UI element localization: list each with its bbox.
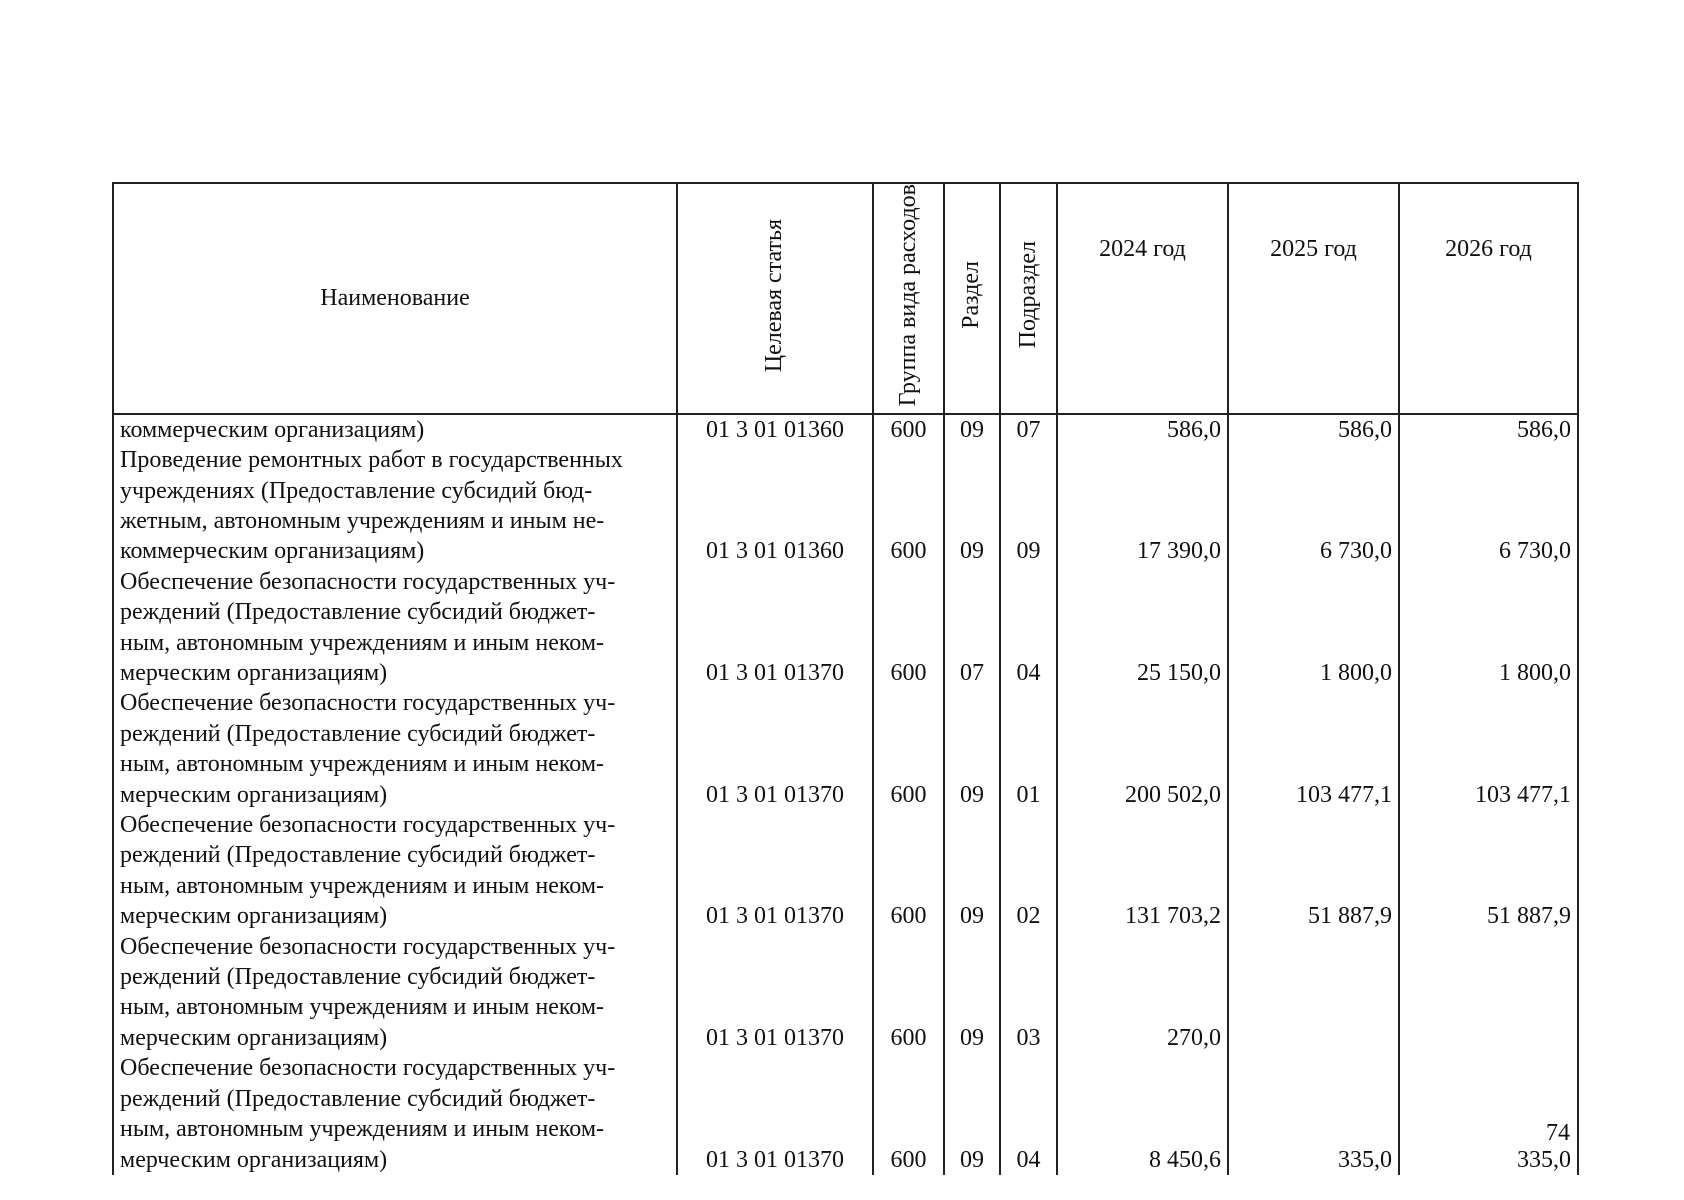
row-name-line: жетным, автономным учреждениям и иным не- — [120, 507, 605, 534]
row-target-article: 01 3 01 01370 — [677, 810, 873, 932]
row-section: 09 — [944, 932, 1000, 1054]
row-name — [113, 810, 677, 932]
budget-table — [112, 182, 1579, 1175]
row-name — [113, 688, 677, 810]
row-value-2026: 6 730,0 — [1399, 445, 1578, 567]
row-name-line: ным, автономным учреждениям и иным неком- — [120, 629, 605, 656]
header-year-2025: 2025 год — [1228, 183, 1399, 414]
row-value-2026: 1 800,0 — [1399, 567, 1578, 689]
row-target-article: 01 3 01 01370 — [677, 1053, 873, 1175]
row-section: 09 — [944, 688, 1000, 810]
row-target-article: 01 3 01 01370 — [677, 567, 873, 689]
header-section: Раздел — [944, 183, 1000, 414]
row-expense-group: 600 — [873, 445, 944, 567]
table-header-row — [113, 183, 1578, 414]
table-row — [113, 932, 1578, 1054]
table-body — [113, 414, 1578, 1175]
row-expense-group: 600 — [873, 1053, 944, 1175]
row-subsection: 09 — [1000, 445, 1057, 567]
row-expense-group: 600 — [873, 567, 944, 689]
table-row — [113, 567, 1578, 689]
row-name-line: реждений (Предоставление субсидий бюджет- — [120, 599, 596, 626]
row-value-2024: 131 703,2 — [1057, 810, 1228, 932]
row-section: 09 — [944, 1053, 1000, 1175]
row-value-2026 — [1399, 932, 1578, 1054]
table-row — [113, 688, 1578, 810]
row-expense-group: 600 — [873, 810, 944, 932]
header-year-2026: 2026 год — [1399, 183, 1578, 414]
table-row — [113, 810, 1578, 932]
row-name-line: мерческим организациям) — [120, 781, 388, 808]
table-row — [113, 445, 1578, 567]
row-value-2025 — [1228, 932, 1399, 1054]
header-target-article: Целевая статья — [677, 183, 873, 414]
row-subsection: 04 — [1000, 567, 1057, 689]
row-name-line: ным, автономным учреждениям и иным неком- — [120, 1116, 605, 1143]
row-section: 09 — [944, 414, 1000, 445]
row-subsection: 03 — [1000, 932, 1057, 1054]
header-subsection: Подраздел — [1000, 183, 1057, 414]
row-value-2024: 25 150,0 — [1057, 567, 1228, 689]
row-name-line: Обеспечение безопасности государственных уч- — [120, 933, 616, 960]
row-name-line: Проведение ремонтных работ в государственных — [120, 447, 623, 474]
table-row — [113, 1053, 1578, 1175]
row-name — [113, 932, 677, 1054]
row-name-line: Обеспечение безопасности государственных уч- — [120, 568, 616, 595]
row-name-line: ным, автономным учреждениям и иным неком- — [120, 751, 605, 778]
row-value-2024: 270,0 — [1057, 932, 1228, 1054]
row-name-line: реждений (Предоставление субсидий бюджет- — [120, 842, 596, 869]
row-value-2025: 586,0 — [1228, 414, 1399, 445]
row-expense-group: 600 — [873, 932, 944, 1054]
row-target-article: 01 3 01 01370 — [677, 688, 873, 810]
row-value-2026: 103 477,1 — [1399, 688, 1578, 810]
row-name-line: Обеспечение безопасности государственных уч- — [120, 812, 616, 839]
row-name-line: учреждениях (Предоставление субсидий бюд- — [120, 477, 593, 504]
row-name-line: реждений (Предоставление субсидий бюджет- — [120, 720, 596, 747]
row-value-2024: 17 390,0 — [1057, 445, 1228, 567]
row-subsection: 01 — [1000, 688, 1057, 810]
page-number: 74 — [1546, 1120, 1570, 1146]
row-name-line: мерческим организациям) — [120, 660, 388, 686]
row-value-2024: 8 450,6 — [1057, 1053, 1228, 1175]
row-target-article: 01 3 01 01360 — [677, 445, 873, 567]
row-name-line: коммерческим организациям) — [120, 416, 425, 443]
row-section: 07 — [944, 567, 1000, 689]
row-name-line: ным, автономным учреждениям и иным неком- — [120, 994, 605, 1021]
row-target-article: 01 3 01 01360 — [677, 414, 873, 445]
row-value-2026: 586,0 — [1399, 414, 1578, 445]
row-value-2025: 6 730,0 — [1228, 445, 1399, 567]
row-value-2025: 51 887,9 — [1228, 810, 1399, 932]
row-name-line: мерческим организациям) — [120, 903, 388, 930]
header-year-2024: 2024 год — [1057, 183, 1228, 414]
header-name: Наименование — [113, 183, 677, 414]
row-name — [113, 445, 677, 567]
row-value-2025: 335,0 — [1228, 1053, 1399, 1175]
row-section: 09 — [944, 810, 1000, 932]
row-name — [113, 567, 677, 689]
row-value-2024: 586,0 — [1057, 414, 1228, 445]
row-name-line: мерческим организациям) — [120, 1024, 388, 1051]
row-target-article: 01 3 01 01370 — [677, 932, 873, 1054]
row-value-2025: 1 800,0 — [1228, 567, 1399, 689]
row-expense-group: 600 — [873, 688, 944, 810]
row-name-line: Обеспечение безопасности государственных уч- — [120, 690, 616, 717]
row-value-2026: 335,0 — [1399, 1053, 1578, 1175]
row-name-line: коммерческим организациям) — [120, 538, 425, 565]
row-name-line: реждений (Предоставление субсидий бюджет- — [120, 964, 596, 991]
row-value-2026: 51 887,9 — [1399, 810, 1578, 932]
table-row — [113, 414, 1578, 445]
row-expense-group: 600 — [873, 414, 944, 445]
row-name-line: мерческим организациям) — [120, 1146, 388, 1173]
row-subsection: 07 — [1000, 414, 1057, 445]
row-name — [113, 1053, 677, 1175]
row-name-line: Обеспечение безопасности государственных уч- — [120, 1055, 616, 1082]
row-subsection: 02 — [1000, 810, 1057, 932]
row-name — [113, 414, 677, 445]
row-value-2025: 103 477,1 — [1228, 688, 1399, 810]
row-subsection: 04 — [1000, 1053, 1057, 1175]
header-expense-group: Группа вида расходов — [873, 183, 944, 414]
row-section: 09 — [944, 445, 1000, 567]
row-name-line: реждений (Предоставление субсидий бюджет- — [120, 1085, 596, 1112]
row-name-line: ным, автономным учреждениям и иным неком- — [120, 872, 605, 899]
row-value-2024: 200 502,0 — [1057, 688, 1228, 810]
